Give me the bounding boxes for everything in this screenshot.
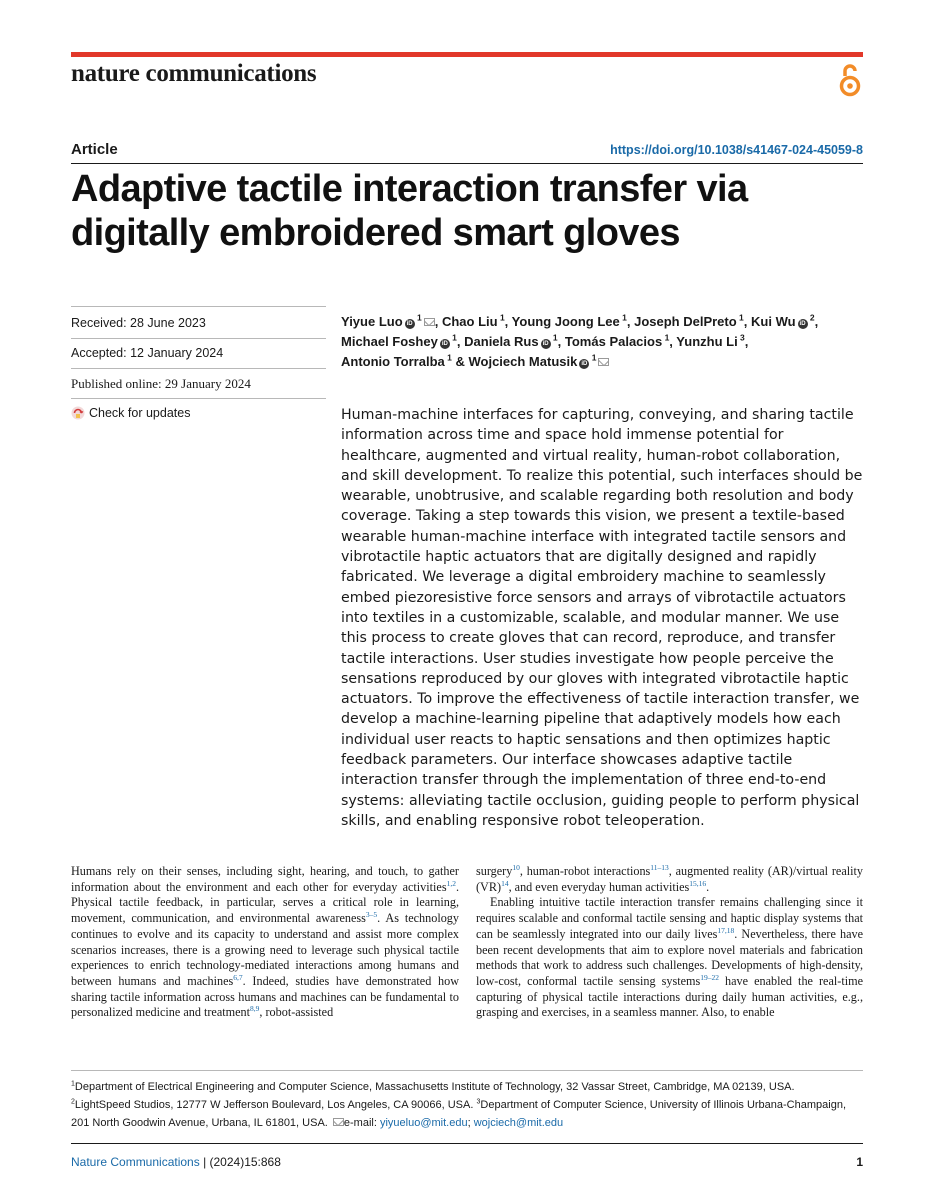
author-name: Kui Wu — [751, 314, 796, 329]
author-name: Yunzhu Li — [676, 334, 738, 349]
author-affiliation: 1 — [736, 312, 744, 323]
author[interactable] — [676, 334, 744, 349]
author[interactable] — [442, 314, 505, 329]
author-name: Wojciech Matusik — [468, 354, 578, 369]
page-number: 1 — [856, 1155, 863, 1169]
affiliation-2: LightSpeed Studios, 12777 W Jefferson Boulevard, Los Angeles, CA 90066, USA. — [74, 1099, 474, 1111]
author[interactable] — [565, 334, 669, 349]
author-affiliation: 3 — [737, 332, 745, 343]
header-accent-bar — [71, 52, 863, 57]
email-icon — [333, 1118, 344, 1126]
abstract: Human-machine interfaces for capturing, conveying, and sharing tactile information across time and space hold immense potential for healthcare, augmented and virtual reality, human-robot collaboration, and skill development. To realize this potential, such interfaces should be wearable, unobtrusive, and scalable regarding both resolution and body coverage. Taking a step towards this vision, we present a textile-based wearable human-machine interface with integrated tactile sensors and vibrotactile haptic actuators that are digitally designed and rapidly fabricated. We leverage a digital embroidery machine to seamlessly embed piezoresistive force sensors and arrays of vibrotactile actuators into textiles in a customizable, scalable, and modular manner. We use this process to create gloves that can record, reproduce, and transfer tactile interactions. User studies investigate how people perceive the sensations reproduced by our gloves with integrated vibrotactile haptic actuators. To improve the effectiveness of tactile interaction transfer, we develop a machine-learning pipeline that adaptively models how each individual user reacts to haptic sensations and then optimizes haptic feedback parameters. Our interface showcases adaptive tactile interaction transfer through the implementation of three end-to-end systems: alleviating tactile occlusion, guiding people to perform physical skills, and enabling responsive robot teleoperation. — [341, 407, 863, 829]
body-text: , robot-assisted — [259, 1005, 334, 1020]
orcid-icon[interactable]: iD — [581, 361, 588, 367]
body-text: , augmented reality (AR)/virtual reality (VR) — [476, 864, 863, 894]
article-title — [71, 167, 863, 255]
body-text: have enabled the real-time capturing of physical tactile interactions during daily human activities, e.g., grasping and exercises, in a seamless manner. Also, to enable — [476, 973, 863, 1020]
body-text: Humans rely on their senses, including sight, hearing, and touch, to gather information about the environment and each other for everyday activities — [71, 864, 459, 894]
accepted-date: Accepted: 12 January 2024 — [71, 346, 224, 360]
author[interactable] — [468, 354, 609, 369]
body-text: . Nevertheless, there have been recent developments that aim to explore novel materials and fabrication methods that work to address such challenges. Developments of high-density, low-cost, conformal tactile sensing systems — [476, 926, 863, 988]
citation-ref[interactable]: 10 — [512, 862, 520, 872]
title-line-2: digitally embroidered smart gloves — [71, 212, 680, 254]
email-label: e-mail: — [343, 1117, 377, 1129]
footnote-rule — [71, 1070, 863, 1071]
orcid-icon[interactable]: iD — [441, 341, 448, 347]
body-column-left — [71, 864, 459, 1021]
body-text: . Physical tactile feedback, in particular, serves a critical role in learning, movement, communication, and environmental awareness — [71, 879, 459, 926]
author[interactable] — [751, 314, 815, 329]
author-affiliation: 1 — [497, 312, 505, 323]
body-text: . Indeed, studies have demonstrated how sharing tactile information across humans and machines can be fundamental to personalized medicine and treatment — [71, 973, 460, 1020]
author[interactable] — [341, 354, 452, 369]
author-name: Daniela Rus — [464, 334, 539, 349]
citation-ref[interactable]: 3–5 — [365, 910, 378, 920]
author-name: Tomás Palacios — [564, 334, 663, 349]
open-access-icon — [838, 62, 862, 98]
footer-journal-name[interactable]: Nature Communications — [71, 1155, 200, 1169]
author-affiliation: 1 — [414, 312, 422, 323]
orcid-icon[interactable]: iD — [542, 341, 549, 347]
email-link-2[interactable]: wojciech@mit.edu — [473, 1117, 564, 1129]
meta-divider — [71, 306, 326, 307]
citation-ref[interactable]: 1,2 — [446, 878, 456, 888]
body-text: . As technology continues to evolve and its capacity to understand and assist more complex scenarios increases, there is a growing need to leverage such physical tactile experiences to enrich technology-mediated interactions among humans and between humans and machines — [71, 911, 459, 988]
email-link-1[interactable]: yiyueluo@mit.edu — [379, 1117, 468, 1129]
author-affiliation: 1 — [589, 352, 597, 363]
author-affiliation: 1 — [619, 312, 627, 323]
author-name: Antonio Torralba — [341, 354, 445, 369]
author-name: Yiyue Luo — [341, 314, 403, 329]
check-for-updates-button[interactable] — [71, 406, 190, 420]
body-text: surgery — [476, 864, 513, 878]
author-affiliation: 2 — [807, 312, 815, 323]
citation-ref[interactable]: 8,9 — [250, 1004, 260, 1014]
body-text: , human-robot interactions — [519, 864, 651, 878]
email-separator: ; — [467, 1117, 471, 1129]
body-column-right — [476, 864, 863, 1021]
author-affiliation: 1 — [449, 332, 457, 343]
article-type: Article — [71, 141, 118, 158]
meta-divider — [71, 398, 326, 399]
author[interactable] — [341, 334, 457, 349]
body-text: Enabling intuitive tactile interaction transfer remains challenging since it requires scalable and conformal tactile sensing and haptic display systems that can be seamlessly integrated into our daily lives — [476, 895, 863, 941]
author-name: Michael Foshey — [341, 334, 438, 349]
author[interactable] — [464, 334, 558, 349]
author[interactable] — [341, 314, 435, 329]
body-text: . — [706, 879, 710, 894]
affiliation-1: Department of Electrical Engineering and Computer Science, Massachusetts Institute of Technology, 32 Vassar Street, Cambridge, MA 02139, USA. — [74, 1081, 795, 1093]
author-affiliation: 1 — [444, 352, 452, 363]
orcid-icon[interactable]: iD — [799, 321, 806, 327]
title-rule — [71, 163, 863, 164]
received-date: Received: 28 June 2023 — [71, 316, 206, 330]
author-affiliation: 1 — [550, 332, 558, 343]
journal-name[interactable]: nature communications — [71, 60, 317, 87]
author-name: Chao Liu — [441, 314, 498, 329]
citation-ref[interactable]: 6,7 — [233, 972, 243, 982]
email-icon[interactable] — [598, 358, 609, 366]
author-affiliation: 1 — [662, 332, 670, 343]
body-text: , and even everyday human activities — [508, 879, 690, 894]
citation-ref[interactable]: 11–13 — [650, 862, 669, 872]
author[interactable] — [512, 314, 627, 329]
title-line-1: Adaptive tactile interaction transfer via — [71, 168, 748, 210]
meta-divider — [71, 368, 326, 369]
author-name: Young Joong Lee — [511, 314, 620, 329]
author-list: Yiyue Luo iD $^1$ , Chao Liu $^1$, Young Joong Lee $^1$, Joseph DelPreto $^1$, Kui Wu iD $^2$, Michael Foshey iD $^1$, Daniela Rus iD $^1$, Tomás Palacios $^1$, Yunzhu Li $^3$, Antonio Torralba $^1$ & Wojciech Matusik iD $^1$ — [341, 312, 819, 369]
affiliations-footnote: $^1$Department of Electrical Engineering and Computer Science, Massachusetts Institute of Technology, 32 Vassar Street, Cambridge, MA 02139, USA. $^2$LightSpeed Studios, 12777 W Jefferson Boulevard, Los Angeles, CA 90066, USA. $^3$Department of Computer Science, University of Illinois Urbana-Champaign, 201 North Goodwin Avenue, Urbana, IL 61801, USA. e-mail: yiyueluo@mit.edu; wojciech@mit.edu — [71, 1080, 846, 1129]
author-name: Joseph DelPreto — [634, 314, 737, 329]
orcid-icon[interactable]: iD — [406, 321, 413, 327]
meta-divider — [71, 338, 326, 339]
citation-ref[interactable]: 19–22 — [700, 972, 719, 982]
check-updates-icon — [71, 406, 85, 420]
footer-citation — [71, 1155, 281, 1169]
citation-ref[interactable]: 14 — [501, 878, 509, 888]
affiliation-3: Department of Computer Science, University of Illinois Urbana-Champaign, 201 North Goodwin Avenue, Urbana, IL 61801, USA. — [71, 1099, 846, 1129]
email-icon[interactable] — [424, 318, 435, 326]
citation-ref[interactable]: 17,18 — [717, 925, 735, 935]
author[interactable] — [634, 314, 744, 329]
check-updates-label: Check for updates — [89, 406, 191, 420]
doi-link[interactable]: https://doi.org/10.1038/s41467-024-45059-8 — [610, 143, 863, 157]
footer-volume: | (2024)15:868 — [203, 1155, 281, 1169]
published-date: Published online: 29 January 2024 — [71, 376, 251, 391]
footer-rule — [71, 1143, 863, 1144]
citation-ref[interactable]: 15,16 — [689, 878, 707, 888]
